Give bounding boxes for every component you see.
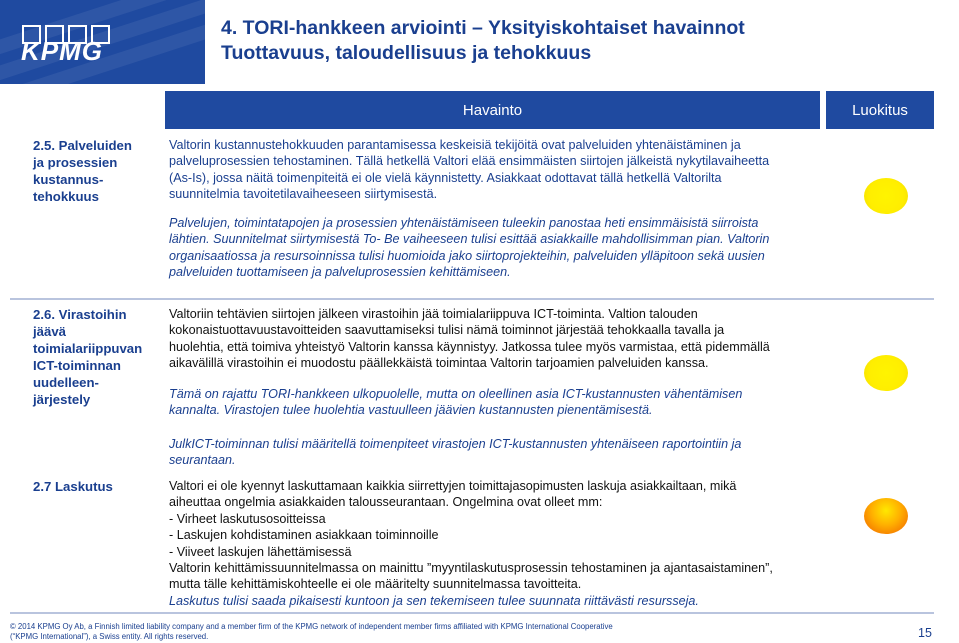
- title-line-2: Tuottavuus, taloudellisuus ja tehokkuus: [221, 42, 592, 64]
- footer-line-2: (“KPMG International”), a Swiss entity. All rights reserved.: [10, 632, 209, 641]
- row-label-2-6: 2.6. Virastoihin jäävä toimialariippuvan ICT-toiminnan uudelleen- järjestely: [33, 307, 143, 407]
- row-2-7-paragraph-2: Laskutus tulisi saada pikaisesti kuntoon ja sen tekemiseen tulee suunnata riittävästi resursseja.: [169, 594, 699, 608]
- table-header: [10, 91, 934, 129]
- header-luokitus: Luokitus: [826, 91, 934, 129]
- header-havainto: Havainto: [165, 91, 823, 129]
- row-2-5-paragraph-2: Palvelujen, toimintatapojen ja prosessien yhtenäistämiseen tuleekin panostaa heti ensimmäisistä siirroista lähtien. Suunnitelmat siirtymisestä To- Be vaiheeseen tulisi esittää asiakkaille mahdollisimman pian. Valtorin organisaatiossa ja resursoinnissa tulisi huomioida jako siirtoprojekteihin, palveluiden ylläpitoon sekä uusien palveluiden tuottamiseen ja palveluprosessien kehittämiseen.: [169, 216, 770, 280]
- rating-indicator-yellow: [864, 355, 908, 391]
- row-separator: [10, 612, 934, 614]
- row-label-2-5: 2.5. Palveluiden ja prosessien kustannus- tehokkuus: [33, 138, 132, 204]
- page-number: 15: [918, 626, 932, 640]
- row-2-6-paragraph-3: JulkICT-toiminnan tulisi määritellä toimenpiteet virastojen ICT-kustannusten yhtenäiseen raportointiin ja seurantaan.: [169, 437, 742, 468]
- row-2-6-paragraph-2: Tämä on rajattu TORI-hankkeen ulkopuolelle, mutta on oleellinen asia ICT-kustannusten vähentämisen kannalta. Virastojen tulee huolehtia vastuulleen jäävien kustannusten pienentämisestä.: [169, 387, 743, 418]
- kpmg-logo: [0, 0, 205, 84]
- row-2-6-paragraph-1: Valtoriin tehtävien siirtojen jälkeen virastoihin jää toimialariippuva ICT-toiminta. Valtion talouden kokonaistuottavuustavoitteiden saavuttamiseksi tulisi nämä toiminnot järjestää tehokkaalla tavalla ja huolehtia, että toimiva yhteistyö Valtorin kanssa käynnistyy. Jatkossa tulee myös varmistaa, että pidemmällä aikavälillä virastoihin ei muodostu päällekkäistä toimintaa Valtorin tarjoamien palveluiden kanssa.: [169, 307, 770, 371]
- rating-indicator-orange: [864, 498, 908, 534]
- copyright-footer: [10, 622, 613, 642]
- page-title: [221, 16, 941, 66]
- logo-text: KPMG: [21, 36, 103, 66]
- title-line-1: 4. TORI-hankkeen arviointi – Yksityiskohtaiset havainnot: [221, 17, 745, 39]
- row-label-2-7: 2.7 Laskutus: [33, 479, 113, 494]
- footer-line-1: © 2014 KPMG Oy Ab, a Finnish limited liability company and a member firm of the KPMG network of independent member firms affiliated with KPMG International Cooperative: [10, 622, 613, 631]
- row-separator: [10, 298, 934, 300]
- row-2-7-paragraph-1: Valtori ei ole kyennyt laskuttamaan kaikkia siirrettyjen toimittajasopimusten laskuja asiakkailtaan, mikä aiheuttaa ongelmia asiakkaiden talousseurantaan. Ongelmina ovat olleet mm: - Virheet laskutusosoitteissa - Laskujen kohdistaminen asiakkaan toiminnoille - Viiveet laskujen lähettämisessä Valtorin kehittämissuunnitelmassa on mainittu ”myyntilaskutusprosessin tehostaminen ja ajantasaistaminen”, mutta tälle kehittämiskohteelle ei ole määritelty suunnitelmassa tavoitteita.: [169, 479, 773, 592]
- row-2-5-paragraph-1: Valtorin kustannustehokkuuden parantamisessa keskeisiä tekijöitä ovat palveluiden yhtenäistäminen ja palveluprosessien tehostaminen. Tällä hetkellä Valtori elää ensimmäisten siirtojen jälkeistä nykytilavaiheetta (As-Is), jossa näitä toimenpiteitä ei ole vielä käynnistetty. Asiakkaat odottavat tällä hetkellä Valtorilta suunnitelmia tavoitetilavaiheeseen siirtymisestä.: [169, 138, 770, 202]
- rating-indicator-yellow: [864, 178, 908, 214]
